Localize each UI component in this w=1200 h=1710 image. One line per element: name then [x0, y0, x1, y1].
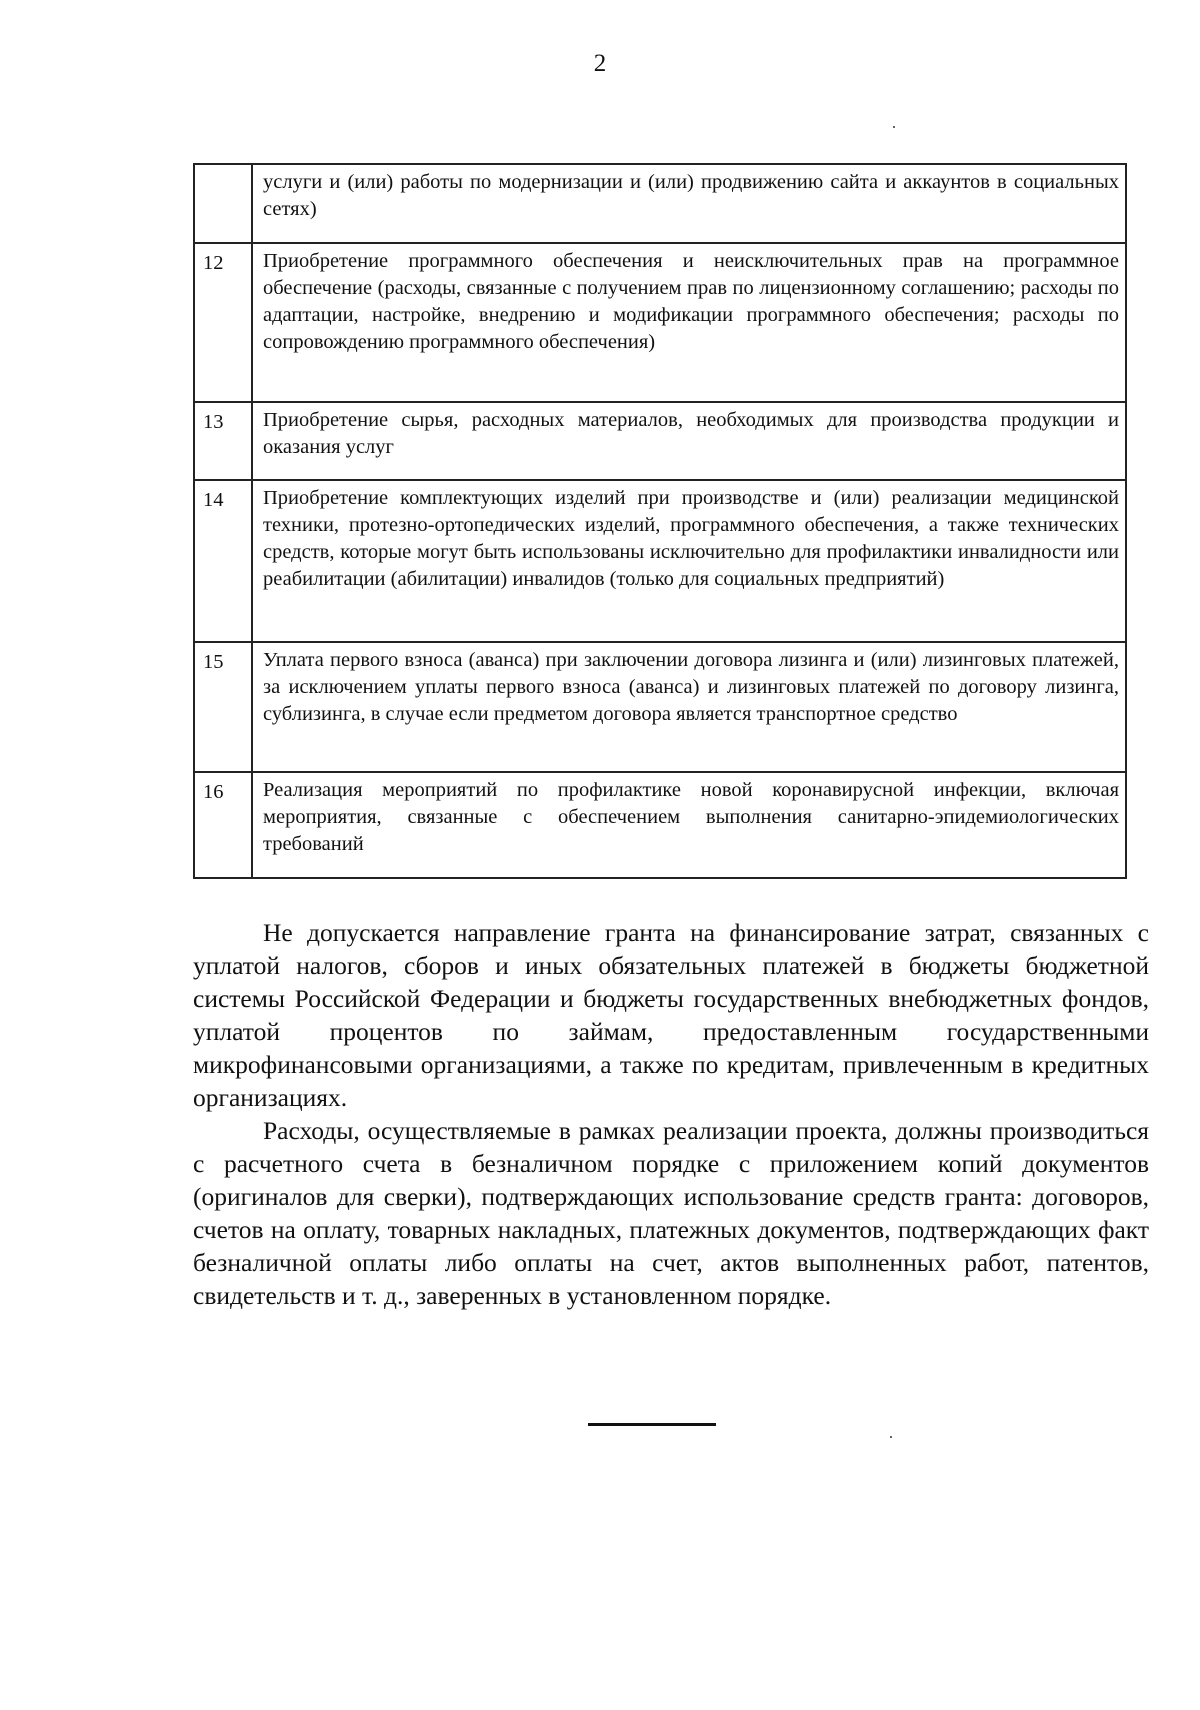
row-number: 13 [194, 402, 252, 480]
table-row [194, 164, 1126, 243]
eligible-costs-table [193, 163, 1127, 879]
body-text [193, 916, 1149, 1312]
scan-speck [893, 126, 895, 128]
row-description: Приобретение сырья, расходных материалов, необходимых для производства продукции и оказания услуг [252, 402, 1126, 480]
row-number: 14 [194, 480, 252, 642]
row-number: 16 [194, 772, 252, 878]
row-description: Реализация мероприятий по профилактике новой коронавирусной инфекции, включая мероприятия, связанные с обеспечением выполнения санитарно-эпидемиологических требований [252, 772, 1126, 878]
row-description: услуги и (или) работы по модернизации и (или) продвижению сайта и аккаунтов в социальных сетях) [252, 164, 1126, 243]
table-row [194, 243, 1126, 402]
table-row [194, 642, 1126, 772]
end-of-document-rule [588, 1423, 716, 1426]
row-number [194, 164, 252, 243]
row-number: 12 [194, 243, 252, 402]
paragraph: Расходы, осуществляемые в рамках реализации проекта, должны производиться с расчетного счета в безналичном порядке с приложением копий документов (оригиналов для сверки), подтверждающих использование средств гранта: договоров, счетов на оплату, товарных накладных, платежных документов, подтверждающих факт безналичной оплаты либо оплаты на счет, актов выполненных работ, патентов, свидетельств и т. д., заверенных в установленном порядке. [193, 1116, 1149, 1310]
table-row [194, 772, 1126, 878]
row-description: Приобретение комплектующих изделий при производстве и (или) реализации медицинской техники, протезно-ортопедических изделий, программного обеспечения, а также технических средств, которые могут быть использованы исключительно для профилактики инвалидности или реабилитации (абилитации) инвалидов (только для социальных предприятий) [252, 480, 1126, 642]
page-number: 2 [593, 50, 607, 77]
scan-speck [890, 1436, 892, 1438]
row-description: Приобретение программного обеспечения и неисключительных прав на программное обеспечение (расходы, связанные с получением прав по лицензионному соглашению; расходы по адаптации, настройке, внедрению и модификации программного обеспечения; расходы по сопровождению программного обеспечения) [252, 243, 1126, 402]
table-row [194, 402, 1126, 480]
row-number: 15 [194, 642, 252, 772]
table-row [194, 480, 1126, 642]
paragraph: Не допускается направление гранта на финансирование затрат, связанных с уплатой налогов, сборов и иных обязательных платежей в бюджеты бюджетной системы Российской Федерации и бюджеты государственных внебюджетных фондов, уплатой процентов по займам, предоставленным государственными микрофинансовыми организациями, а также по кредитам, привлеченным в кредитных организациях. [193, 918, 1149, 1112]
row-description: Уплата первого взноса (аванса) при заключении договора лизинга и (или) лизинговых платежей, за исключением уплаты первого взноса (аванса) и лизинговых платежей по договору лизинга, сублизинга, в случае если предметом договора является транспортное средство [252, 642, 1126, 772]
